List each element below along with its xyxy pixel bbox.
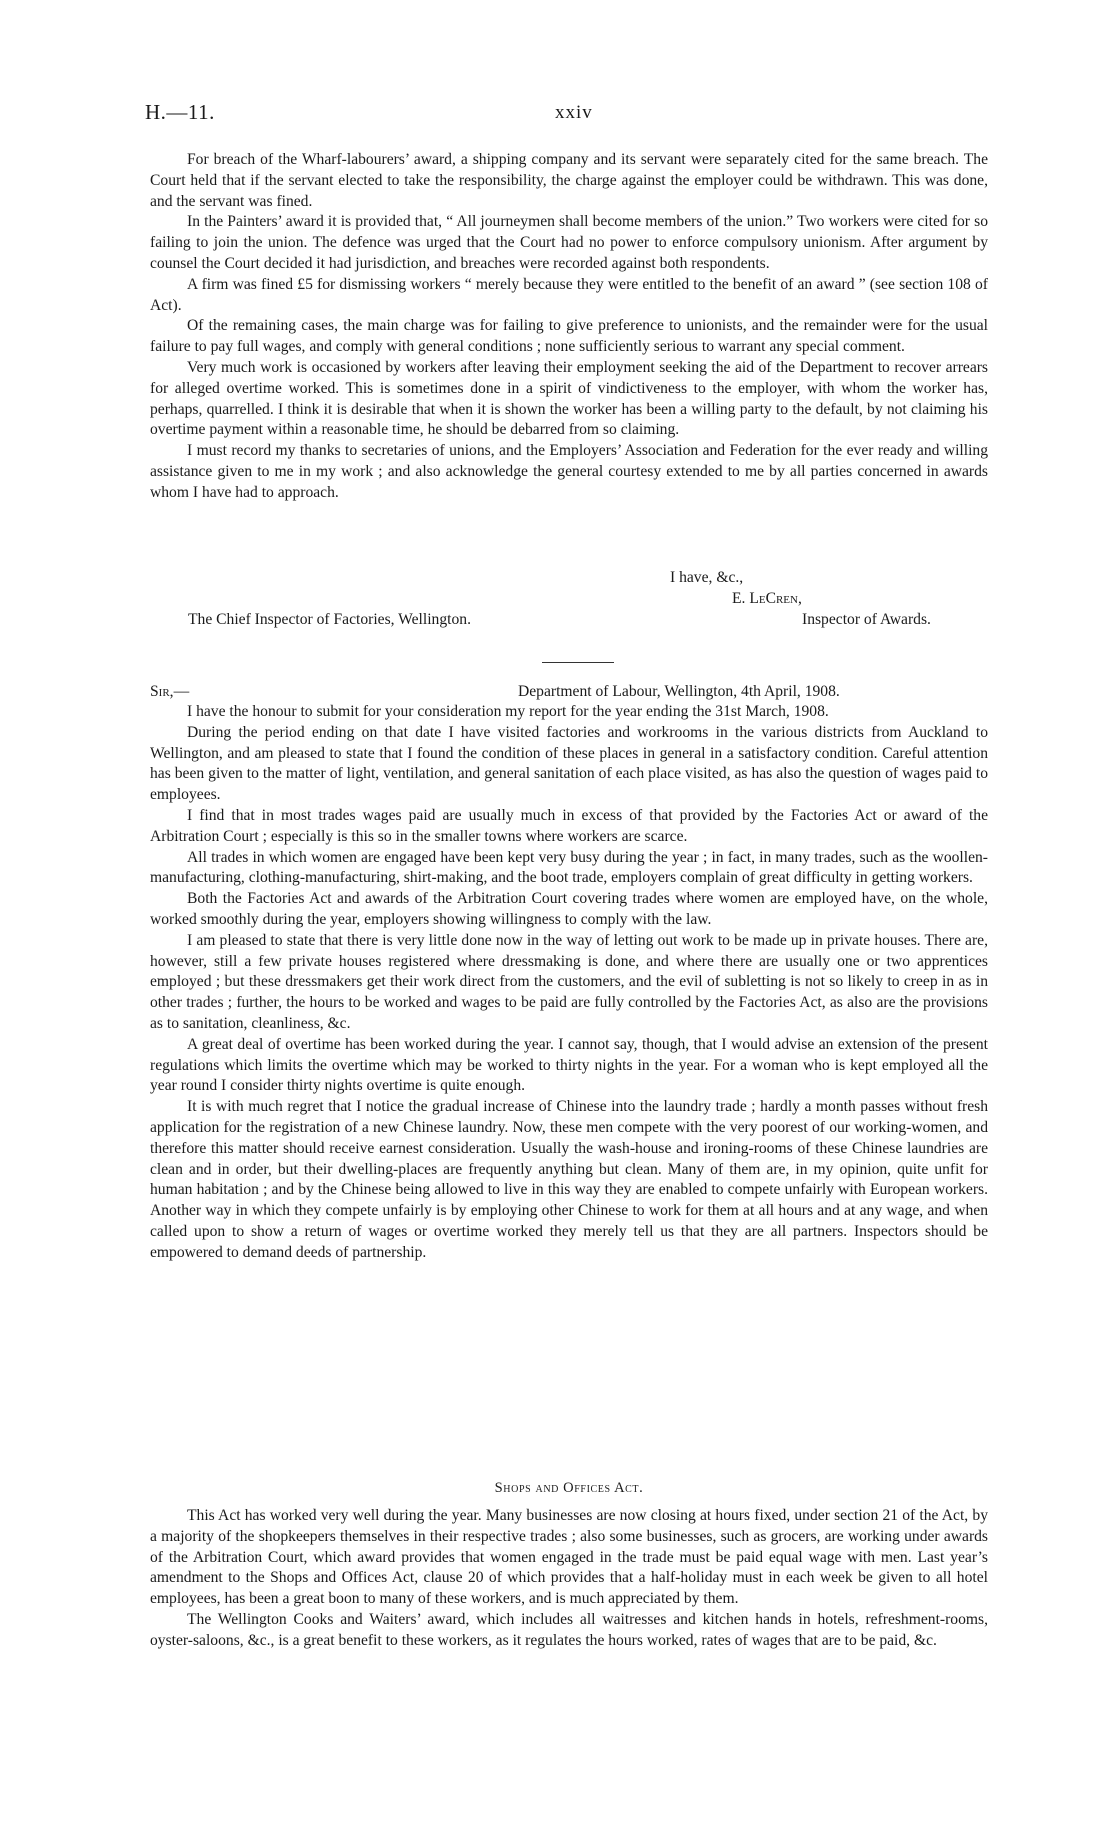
paragraph: Both the Factories Act and awards of the Arbitration Court covering trades where women are employed have, on the whole, worked smoothly during the year, employers showing willingness to comply with the law.	[150, 890, 988, 928]
section-heading: Shops and Offices Act.	[494, 1480, 644, 1496]
page-number: xxiv	[555, 102, 593, 123]
paragraph: A great deal of overtime has been worked during the year. I cannot say, though, that I would advise an extension of the present regulations which limits the overtime which may be worked to thirty nights in the year. For a woman who is kept employed all the year round I consider thirty nights overtime is quite enough.	[150, 1035, 988, 1095]
paragraph: I have the honour to submit for your consideration my report for the year ending the 31st March, 1908.	[187, 703, 829, 720]
paragraph: All trades in which women are engaged have been kept very busy during the year ; in fact, in many trades, such as the woollen-manufacturing, clothing-manufacturing, shirt-making, and the boot trade, employers complain of great difficulty in getting workers.	[150, 848, 988, 887]
letter-closing	[150, 568, 988, 648]
paragraph: I must record my thanks to secretaries of unions, and the Employers’ Association and Federation for the ever ready and willing assistance given to me in my work ; and also acknowledge the general courtesy extended to me by all parties concerned in awards whom I have had to approach.	[150, 442, 988, 501]
letter-salutation: Sir,—	[150, 683, 190, 700]
signatory-title: Inspector of Awards.	[802, 611, 931, 628]
paragraph: The Wellington Cooks and Waiters’ award, which includes all waitresses and kitchen hands in hotels, refreshment-rooms, oyster-saloons, &c., is a great benefit to these workers, as it regulates the hours worked, rates of wages that are to be paid, &c.	[150, 1610, 988, 1649]
paragraph: This Act has worked very well during the year. Many businesses are now closing at hours fixed, under section 21 of the Act, by a majority of the shopkeepers themselves in their respective trades ; also some businesses, such as grocers, are working under awards of the Arbitration Court, which award provides that women engaged in the trade must be paid equal wage with men. Last year’s amendment to the Shops and Offices Act, clause 20 of which provides that a half-holiday must in each week be given to all hotel employees, has been a great boon to many of these workers, and is much appreciated by them.	[150, 1507, 988, 1608]
paragraph: I find that in most trades wages paid are usually much in excess of that provided by the Factories Act or award of the Arbitration Court ; especially is this so in the smaller towns where workers are scarce.	[150, 806, 988, 845]
paragraph: A firm was fined £5 for dismissing workers “ merely because they were entitled to the benefit of an award ” (see section 108 of Act).	[150, 275, 988, 314]
factories-report	[150, 702, 988, 1264]
closing-salutation: I have, &c.,	[670, 569, 744, 586]
paragraph: Very much work is occasioned by workers after leaving their employment seeking the aid of the Department to recover arrears for alleged overtime worked. This is sometimes done in a spirit of vindictiveness to the employer, with whom the worker has, perhaps, quarrelled. I think it is desirable that when it is shown the worker has been a willing party to the default, by not claiming his overtime payment within a reasonable time, he should be debarred from so claiming.	[150, 358, 988, 439]
page-header	[145, 100, 985, 130]
paragraph: For breach of the Wharf-labourers’ award, a shipping company and its servant were separately cited for the same breach. The Court held that if the servant elected to take the responsibility, the charge against the employer could be withdrawn. This was done, and the servant was fined.	[150, 151, 988, 210]
section-divider	[542, 662, 614, 663]
paragraph: It is with much regret that I notice the gradual increase of Chinese into the laundry trade ; hardly a month passes without fresh application for the registration of a new Chinese laundry. Now, these men compete with the very poorest of our working-women, and therefore this matter should receive earnest consideration. Usually the wash-house and ironing-rooms of these Chinese laundries are clean and in order, but their dwelling-places are frequently anything but clean. Many of them are, in my opinion, quite unfit for human habitation ; and by the Chinese being allowed to live in this way they are enabled to compete unfairly with European workers. Another way in which they compete unfairly is by employing other Chinese to work for them at all hours and at any wage, and when called upon to show a return of wages or overtime worked they merely tell us that they are all partners. Inspectors should be empowered to demand deeds of partnership.	[150, 1098, 988, 1261]
letter-dateline: Department of Labour, Wellington, 4th April, 1908.	[518, 683, 840, 700]
paragraph: In the Painters’ award it is provided that, “ All journeymen shall become members of the union.” Two workers were cited for so failing to join the union. The defence was urged that the Court had no power to enforce compulsory unionism. After argument by counsel the Court decided it had jurisdiction, and breaches were recorded against both respondents.	[150, 213, 988, 272]
paragraph: Of the remaining cases, the main charge was for failing to give preference to unionists, and the remainder were for the usual failure to pay full wages, and comply with general conditions ; none sufficiently serious to warrant any special comment.	[150, 317, 988, 356]
addressee: The Chief Inspector of Factories, Wellington.	[188, 611, 471, 628]
awards-report-continuation	[150, 150, 988, 504]
signatory-name: E. LeCren,	[732, 590, 802, 607]
paragraph: I am pleased to state that there is very little done now in the way of letting out work to be made up in private houses. There are, however, still a few private houses registered where dressmaking is done, and where there are usually one or two apprentices employed ; but these dressmakers get their work direct from the customers, and the evil of subletting is not so likely to creep in as in other trades ; further, the hours to be worked and wages to be paid are fully controlled by the Factories Act, as also are the provisions as to sanitation, cleanliness, &c.	[150, 931, 988, 1032]
document-reference: H.—11.	[145, 100, 215, 124]
shops-and-offices-section	[150, 1506, 988, 1652]
letter-heading	[150, 682, 988, 704]
paragraph: During the period ending on that date I have visited factories and workrooms in the various districts from Auckland to Wellington, and am pleased to state that I found the condition of these places in general in a satisfactory condition. Careful attention has been given to the matter of light, ventilation, and general sanitation of each place visited, as has also the question of wages paid to employees.	[150, 723, 988, 804]
